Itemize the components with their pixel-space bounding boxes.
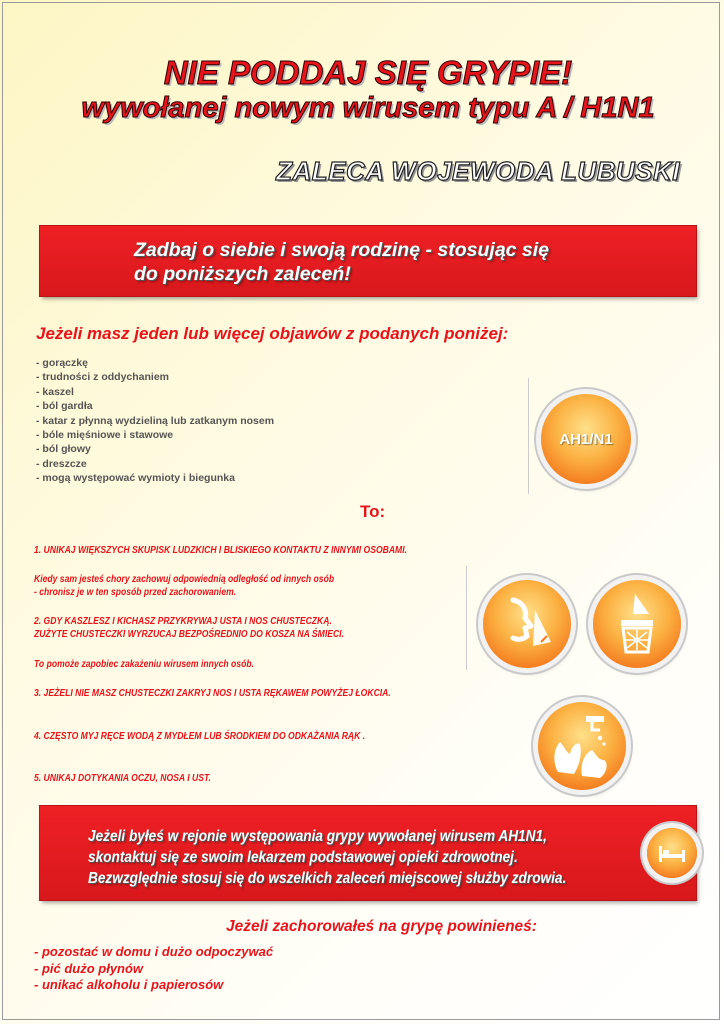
- bottom-banner-text: [88, 826, 608, 889]
- rule-4: 4. CZĘSTO MYJ RĘCE WODĄ Z MYDŁEM LUB ŚRODKIEM DO ODKAŻANIA RĄK .: [34, 731, 366, 742]
- ah1n1-badge-label: AH1/N1: [559, 430, 613, 448]
- rule-3: 3. JEŻELI NIE MASZ CHUSTECZKI ZAKRYJ NOS I USTA RĘKAWEM POWYŻEJ ŁOKCIA.: [34, 688, 391, 699]
- symptom-item: - bóle mięśniowe i stawowe: [36, 429, 174, 442]
- bottom-banner-line-1: Jeżeli byłeś w rejonie występowania grypy wywołanej wirusem AH1N1,: [88, 828, 547, 845]
- rule-2-note: To pomoże zapobiec zakażeniu wirusem innych osób.: [34, 659, 254, 670]
- bed-icon: [647, 828, 697, 878]
- symptoms-list: [36, 356, 274, 486]
- rule-5: 5. UNIKAJ DOTYKANIA OCZU, NOSA I UST.: [34, 773, 211, 784]
- top-banner-line-1: Zadbaj o siebie i swoją rodzinę - stosując się: [134, 239, 550, 261]
- rule-2-cont: ZUŻYTE CHUSTECZKI WYRZUCAJ BEZPOŚREDNIO DO KOSZA NA ŚMIECI.: [34, 629, 344, 640]
- symptom-item: - trudności z oddychaniem: [36, 371, 170, 384]
- if-sick-list: [34, 944, 273, 994]
- advice-item: - unikać alkoholu i papierosów: [34, 977, 224, 992]
- title-line-2: wywołanej nowym wirusem typu A / H1N1: [81, 92, 655, 124]
- advice-item: - pozostać w domu i dużo odpoczywać: [34, 944, 274, 959]
- hand-washing-icon: [538, 702, 626, 790]
- recommended-by: ZALECA WOJEWODA LUBUSKI: [276, 156, 680, 186]
- rule-1-note-a: Kiedy sam jesteś chory zachowuj odpowiednią odległość od innych osób: [34, 574, 335, 585]
- bed-icon-glyph: [647, 828, 697, 878]
- symptoms-heading: Jeżeli masz jeden lub więcej objawów z podanych poniżej:: [36, 324, 509, 343]
- divider-line: [528, 378, 529, 494]
- symptom-item: - dreszcze: [36, 457, 87, 470]
- bottom-banner-line-3: Bezwzględnie stosuj się do wszelkich zaleceń miejscowej służby zdrowia.: [88, 870, 567, 887]
- trash-bin-icon-glyph: [593, 580, 681, 668]
- divider-line: [466, 566, 467, 670]
- advice-item: - pić dużo płynów: [34, 960, 144, 976]
- symptom-item: - ból głowy: [36, 443, 91, 456]
- if-sick-heading: Jeżeli zachorowałeś na grypę powinieneś:: [226, 918, 537, 935]
- symptom-item: - gorączkę: [36, 357, 88, 369]
- bottom-banner-line-2: skontaktuj się ze swoim lekarzem podstawowej opieki zdrowotnej.: [88, 849, 518, 866]
- sneeze-icon-glyph: [483, 580, 571, 668]
- sneeze-icon: [483, 580, 571, 668]
- top-banner-text: [134, 238, 674, 286]
- ah1n1-badge-icon: [541, 394, 631, 484]
- bottom-banner: [40, 806, 696, 900]
- trash-bin-icon: [593, 580, 681, 668]
- top-banner-line-2: do poniższych zaleceń!: [134, 263, 351, 285]
- hand-washing-icon-glyph: [538, 702, 626, 790]
- rule-1: 1. UNIKAJ WIĘKSZYCH SKUPISK LUDZKICH I BLISKIEGO KONTAKTU Z INNYMI OSOBAMI.: [34, 545, 407, 556]
- rule-2: 2. GDY KASZLESZ I KICHASZ PRZYKRYWAJ USTA I NOS CHUSTECZKĄ.: [34, 616, 332, 627]
- symptom-item: - mogą występować wymioty i biegunka: [36, 472, 235, 485]
- symptom-item: - ból gardła: [36, 400, 93, 413]
- to-label: To:: [360, 502, 386, 521]
- top-banner: [40, 226, 696, 296]
- title-line-1: NIE PODDAJ SIĘ GRYPIE!: [163, 54, 573, 91]
- symptom-item: - katar z płynną wydzieliną lub zatkanym nosem: [36, 414, 275, 427]
- rule-1-note-b: - chronisz je w ten sposób przed zachorowaniem.: [34, 587, 237, 598]
- symptom-item: - kaszel: [36, 385, 74, 398]
